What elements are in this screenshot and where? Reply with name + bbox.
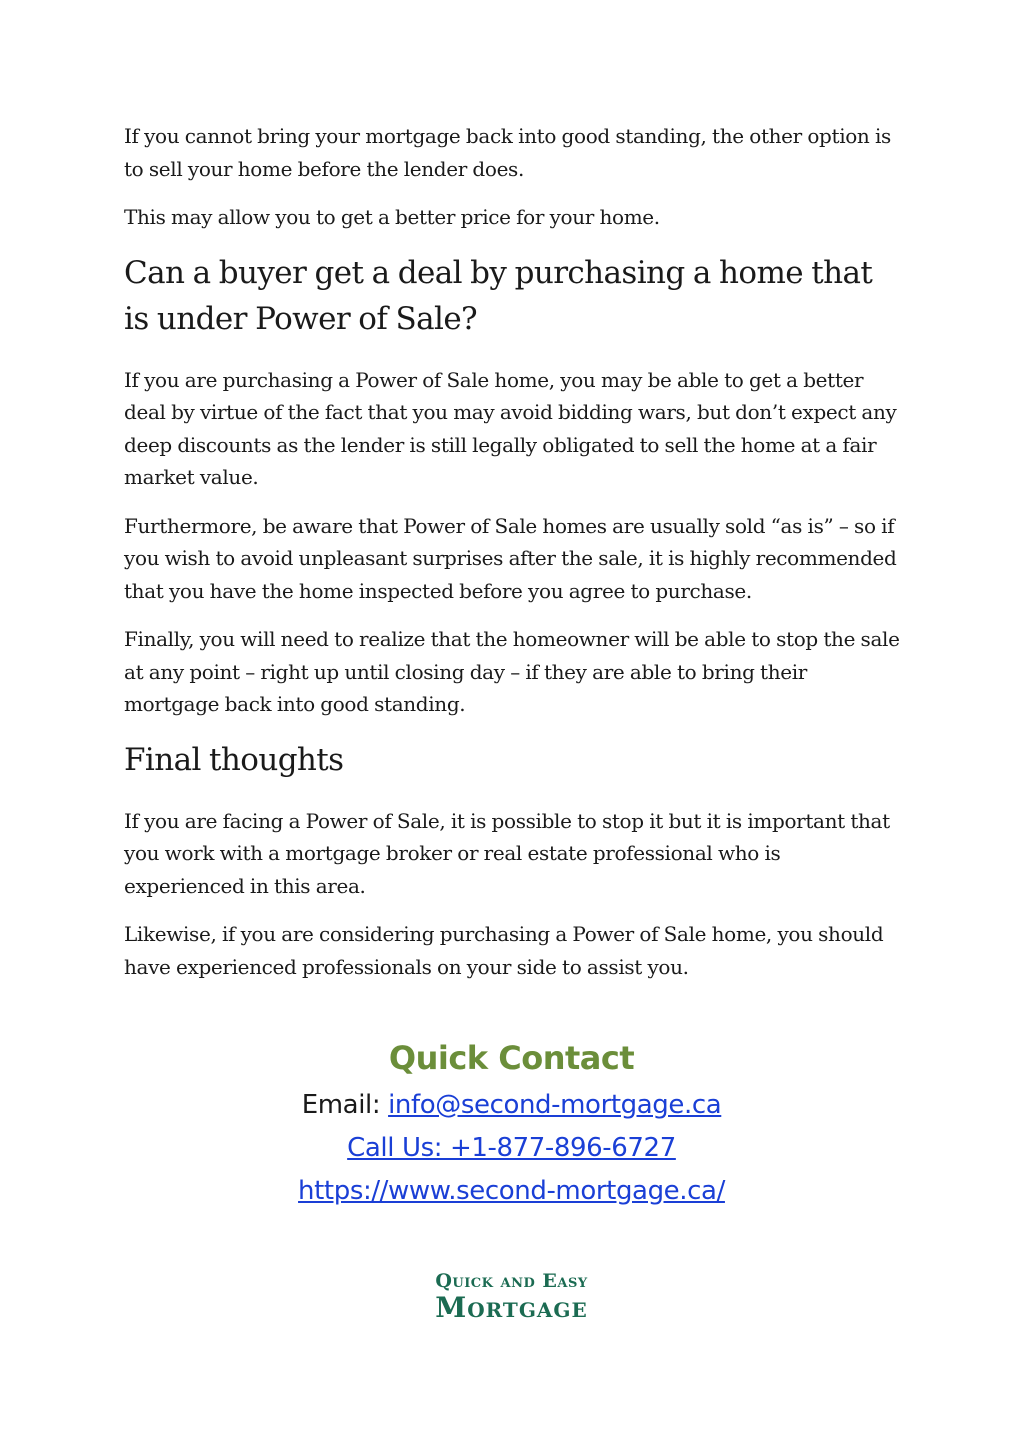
website-line <box>0 1170 1023 1213</box>
paragraph-homeowner-stop-sale: Finally, you will need to realize that the homeowner will be able to stop the sale at any point – right up until closing day – if they are able to bring their mortgage back into good standing. <box>124 627 900 716</box>
email-link[interactable]: info@second-mortgage.ca <box>388 1090 722 1120</box>
email-label: Email: <box>301 1090 389 1120</box>
logo-line-1: Quick and Easy <box>435 1270 588 1292</box>
logo-line-2: Mortgage <box>435 1291 588 1324</box>
quick-contact-block <box>0 1032 1023 1213</box>
paragraph-facing-power-of-sale: If you are facing a Power of Sale, it is possible to stop it but it is important that you work with a mortgage broker or real estate professional who is experienced in this area. <box>124 808 890 898</box>
heading-buyer-deal: Can a buyer get a deal by purchasing a home that is under Power of Sale? <box>124 254 873 337</box>
paragraph-as-is: Furthermore, be aware that Power of Sale homes are usually sold “as is” – so if you wish to avoid unpleasant surprises after the sale, it is highly recommended that you have the home inspected before you agree to purchase. <box>124 513 897 603</box>
paragraph-considering-purchasing: Likewise, if you are considering purchasing a Power of Sale home, you should have experienced professionals on your side to assist you. <box>124 922 884 979</box>
heading-final-thoughts: Final thoughts <box>124 741 344 778</box>
phone-line <box>0 1127 1023 1170</box>
quick-and-easy-mortgage-logo <box>0 1272 1023 1322</box>
paragraph-sell-before-lender: If you cannot bring your mortgage back into good standing, the other option is to sell your home before the lender does. <box>124 124 891 181</box>
paragraph-better-price: This may allow you to get a better price for your home. <box>124 205 660 229</box>
quick-contact-title: Quick Contact <box>388 1039 635 1077</box>
email-line <box>0 1084 1023 1127</box>
paragraph-purchasing-power-of-sale: If you are purchasing a Power of Sale home, you may be able to get a better deal by virtue of the fact that you may avoid bidding wars, but don’t expect any deep discounts as the lender is still legally obligated to sell the home at a fair market value. <box>124 367 897 489</box>
phone-link[interactable]: Call Us: +1-877-896-6727 <box>347 1133 676 1163</box>
article-body <box>124 120 904 999</box>
website-link[interactable]: https://www.second-mortgage.ca/ <box>298 1176 725 1206</box>
